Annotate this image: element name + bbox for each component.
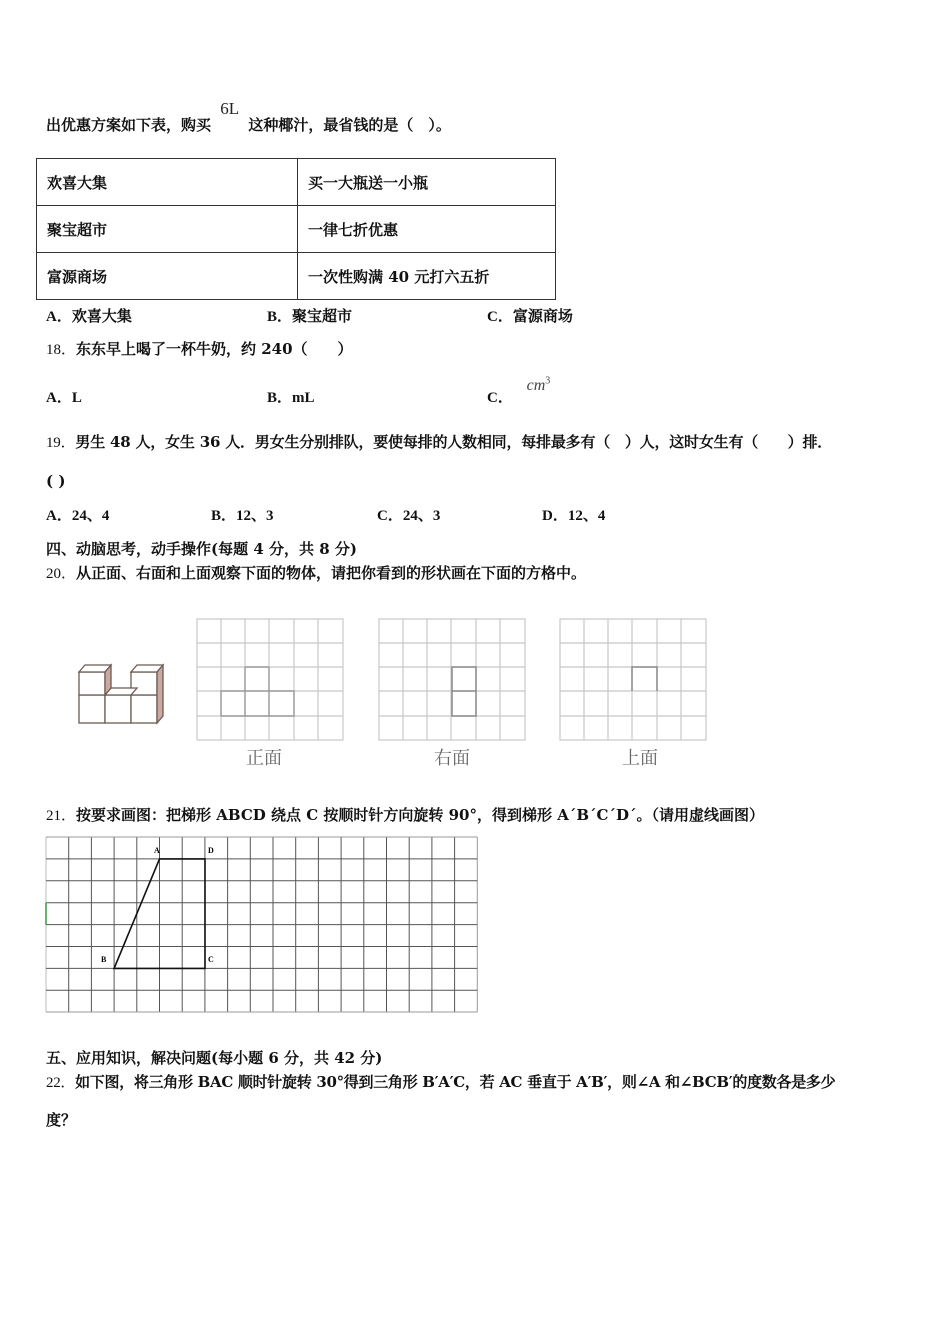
unit-exponent: 3 <box>545 375 551 387</box>
question-text: 东东早上喝了一杯牛奶，约 240（ ） <box>76 340 353 358</box>
vertex-label-a: A <box>154 846 160 855</box>
option-letter: D． <box>542 508 568 524</box>
offer-cell: 买一大瓶送一小瓶 <box>298 159 556 206</box>
option-letter: A． <box>46 309 72 325</box>
q18-option-a[interactable] <box>46 386 82 407</box>
option-letter: A． <box>46 508 72 524</box>
option-text: 富源商场 <box>512 309 573 325</box>
option-text: L <box>71 390 82 406</box>
grid-caption-top: 上面 <box>622 748 658 769</box>
store-cell: 欢喜大集 <box>37 159 298 206</box>
option-letter: C． <box>487 309 513 325</box>
question-text: 如下图，将三角形 BAC 顺时针旋转 30°得到三角形 B′A′C，若 AC 垂直于 A′B′，则∠A 和∠BCB′的度数各是多少 <box>75 1073 836 1091</box>
option-text: 24、3 <box>402 508 441 524</box>
q17-stem-suffix: 这种椰汁，最省钱的是（ ）。 <box>248 116 451 134</box>
q17-option-b[interactable] <box>267 305 352 326</box>
option-text: 12、3 <box>236 508 274 524</box>
option-letter: C． <box>377 508 403 524</box>
question-number: 18． <box>46 342 77 358</box>
cube-stack-figure <box>74 660 179 730</box>
q19-stem <box>46 432 832 453</box>
section-heading-5: 五、应用知识，解决问题(每小题 6 分，共 42 分) <box>46 1049 383 1067</box>
table-row <box>37 253 556 300</box>
option-letter: B． <box>211 508 237 524</box>
q19-option-a[interactable] <box>46 504 109 525</box>
front-view-grid[interactable] <box>196 618 344 742</box>
q17-option-a[interactable] <box>46 305 132 326</box>
option-text: 24、4 <box>71 508 110 524</box>
q17-option-c[interactable] <box>487 305 573 326</box>
q19-blank: ( ) <box>46 472 66 490</box>
question-text: 从正面、右面和上面观察下面的物体，请把你看到的形状画在下面的方格中。 <box>76 564 587 582</box>
store-cell: 聚宝超市 <box>37 206 298 253</box>
q17-stem-prefix: 出优惠方案如下表，购买 <box>46 116 212 134</box>
table-row <box>37 206 556 253</box>
q22-stem-line2: 度？ <box>46 1111 77 1129</box>
q19-option-c[interactable] <box>377 504 440 525</box>
grid-caption-front: 正面 <box>246 748 282 769</box>
option-letter: B． <box>267 309 293 325</box>
q20-stem <box>46 563 586 584</box>
right-view-grid[interactable] <box>378 618 526 742</box>
question-number: 19． <box>46 435 76 451</box>
q18-stem <box>46 339 353 360</box>
unit-base: cm <box>526 377 546 394</box>
option-text: 12、4 <box>567 508 606 524</box>
vertex-label-d: D <box>208 846 214 855</box>
option-text: mL <box>292 390 315 406</box>
vertex-label-c: C <box>208 955 214 964</box>
store-cell: 富源商场 <box>37 253 298 300</box>
question-number: 21． <box>46 808 77 824</box>
table-row <box>37 159 556 206</box>
option-letter: B． <box>267 390 293 406</box>
option-text: 聚宝超市 <box>292 309 353 325</box>
offer-cell: 一律七折优惠 <box>298 206 556 253</box>
q18-option-c[interactable] <box>487 375 551 407</box>
question-number: 22． <box>46 1075 76 1091</box>
question-text: 男生 48 人，女生 36 人．男女生分别排队，要使每排的人数相同，每排最多有（ ）人，这时女生有（ ）排． <box>75 433 833 451</box>
option-text: 欢喜大集 <box>71 309 132 325</box>
q22-stem <box>46 1072 835 1093</box>
question-number: 20． <box>46 566 77 582</box>
q17-volume: 6L <box>220 99 240 118</box>
option-letter: C． <box>487 390 513 406</box>
trapezoid-grid[interactable] <box>44 835 480 1015</box>
q17-stem <box>46 99 451 135</box>
vertex-label-b: B <box>101 955 107 964</box>
cm3-unit <box>527 377 551 394</box>
section-heading-4: 四、动脑思考，动手操作(每题 4 分，共 8 分) <box>46 540 357 558</box>
q19-option-d[interactable] <box>542 504 605 525</box>
question-text: 按要求画图：把梯形 ABCD 绕点 C 按顺时针方向旋转 90°，得到梯形 A´B´C´D´。（请用虚线画图） <box>76 806 764 824</box>
offer-cell: 一次性购满 40 元打六五折 <box>298 253 556 300</box>
option-letter: A． <box>46 390 72 406</box>
grid-caption-right: 右面 <box>434 748 470 769</box>
top-view-grid[interactable] <box>559 618 707 742</box>
q18-option-b[interactable] <box>267 386 315 407</box>
q21-stem <box>46 805 764 826</box>
q19-option-b[interactable] <box>211 504 274 525</box>
promo-table <box>36 158 556 300</box>
